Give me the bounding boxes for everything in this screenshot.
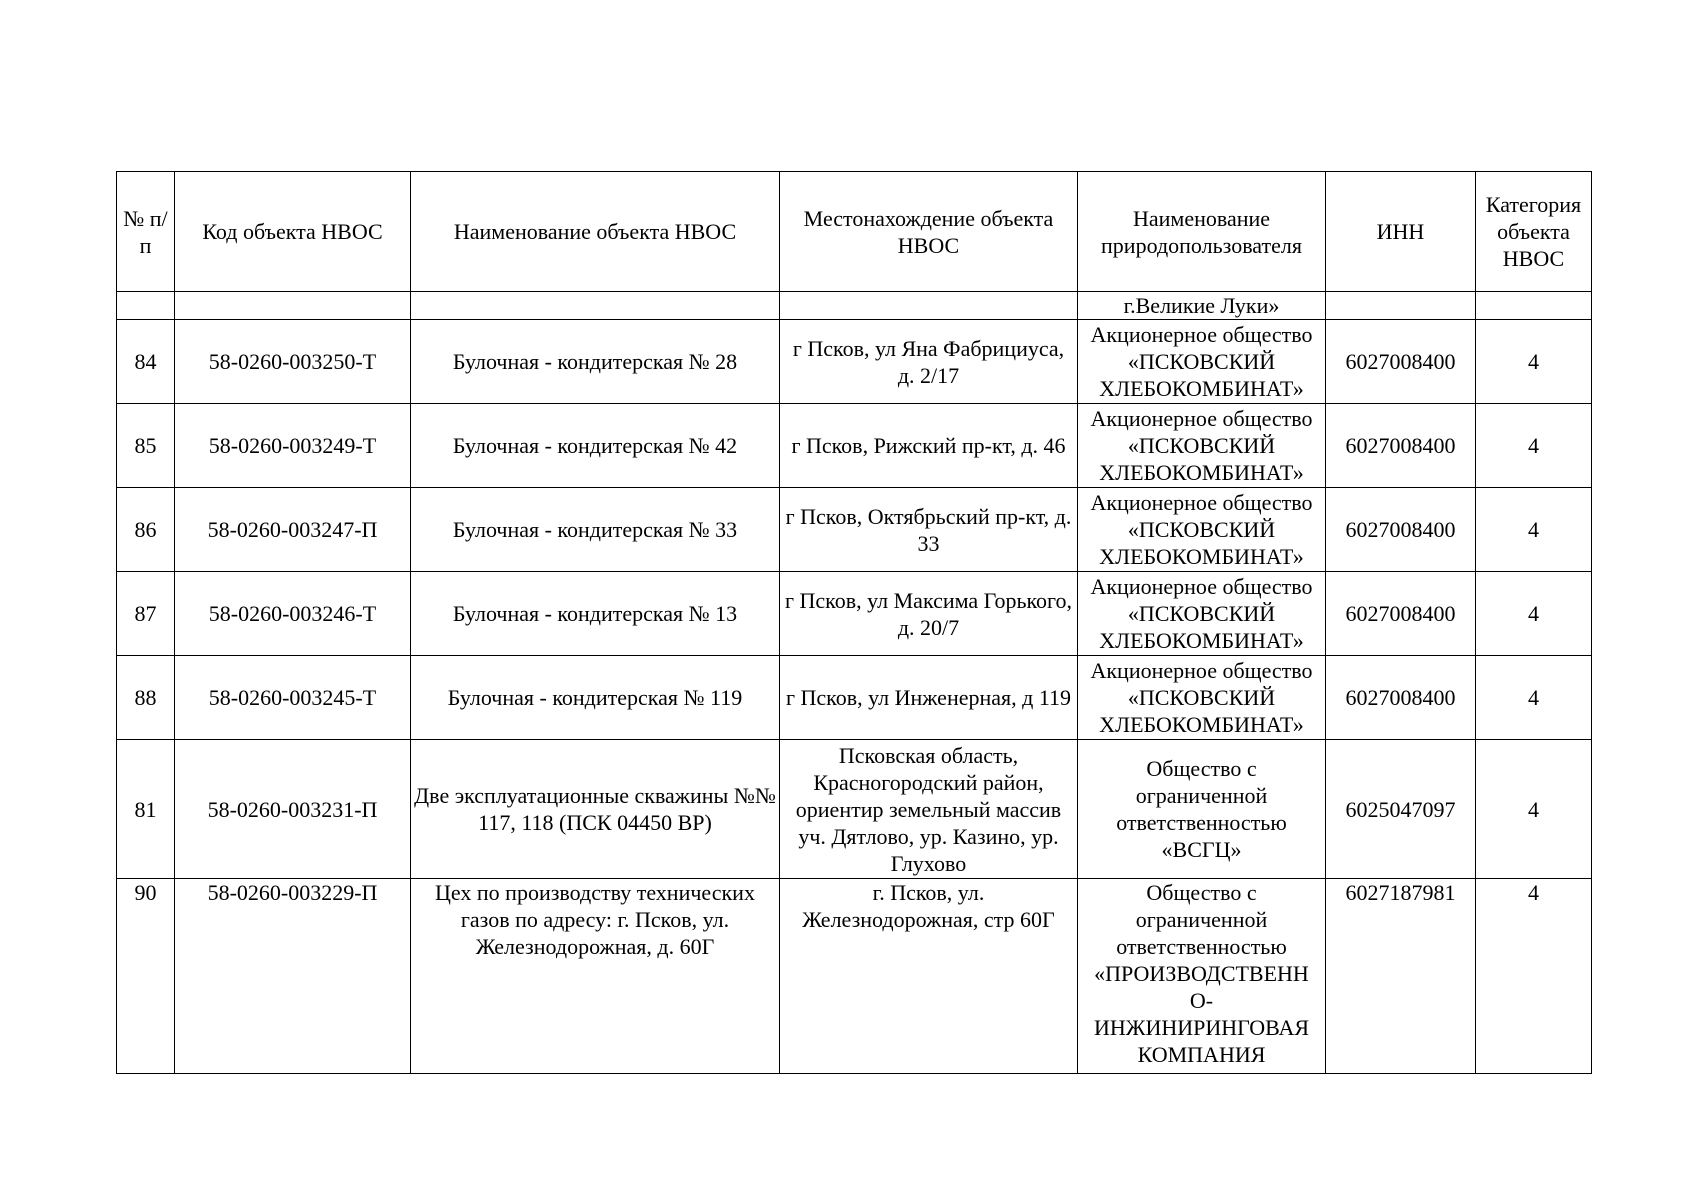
cell-location: г. Псков, ул. Железнодорожная, стр 60Г [780, 879, 1078, 1074]
cell-name: Булочная - кондитерская № 119 [411, 656, 780, 740]
table-row [117, 404, 1592, 488]
cell-code: 58-0260-003231-П [175, 740, 411, 879]
cell-user: Акционерное общество «ПСКОВСКИЙ ХЛЕБОКОМБИНАТ» [1078, 320, 1326, 404]
cell-code: 58-0260-003250-Т [175, 320, 411, 404]
cell-num: 84 [117, 320, 175, 404]
cell-user: Акционерное общество «ПСКОВСКИЙ ХЛЕБОКОМБИНАТ» [1078, 572, 1326, 656]
cell-location: г Псков, Рижский пр-кт, д. 46 [780, 404, 1078, 488]
cell-location: Псковская область, Красногородский район, ориентир земельный массив уч. Дятлово, ур. Казино, ур. Глухово [780, 740, 1078, 879]
cell-name: Булочная - кондитерская № 33 [411, 488, 780, 572]
cell-category: 4 [1476, 488, 1592, 572]
header-user: Наименование природопользователя [1078, 172, 1326, 292]
header-location: Местонахождение объекта НВОС [780, 172, 1078, 292]
cell-user: Общество с ограниченной ответственностью «ВСГЦ» [1078, 740, 1326, 879]
continuation-row [117, 292, 1592, 320]
cell-location: г Псков, ул Инженерная, д 119 [780, 656, 1078, 740]
cell-inn: 6027008400 [1326, 572, 1476, 656]
cell-code: 58-0260-003246-Т [175, 572, 411, 656]
nvos-registry-table [116, 171, 1592, 1074]
cell-inn: 6027187981 [1326, 879, 1476, 1074]
cell-category: 4 [1476, 572, 1592, 656]
cell-code: 58-0260-003245-Т [175, 656, 411, 740]
cell-num: 87 [117, 572, 175, 656]
cell-category: 4 [1476, 879, 1592, 1074]
cell-inn: 6027008400 [1326, 320, 1476, 404]
cell-name: Булочная - кондитерская № 28 [411, 320, 780, 404]
table-row [117, 320, 1592, 404]
cell-code: 58-0260-003229-П [175, 879, 411, 1074]
header-inn: ИНН [1326, 172, 1476, 292]
cell-inn: 6027008400 [1326, 404, 1476, 488]
cell-user: Акционерное общество «ПСКОВСКИЙ ХЛЕБОКОМБИНАТ» [1078, 488, 1326, 572]
header-category: Категория объекта НВОС [1476, 172, 1592, 292]
header-num: № п/п [117, 172, 175, 292]
cell-num: 85 [117, 404, 175, 488]
continuation-user-cell: г.Великие Луки» [1078, 292, 1326, 320]
cell-user: Общество с ограниченной ответственностью «ПРОИЗВОДСТВЕНН О- ИНЖИНИРИНГОВАЯ КОМПАНИЯ [1078, 879, 1326, 1074]
cell-code: 58-0260-003247-П [175, 488, 411, 572]
cell-inn: 6027008400 [1326, 488, 1476, 572]
cell-name: Булочная - кондитерская № 42 [411, 404, 780, 488]
cell-category: 4 [1476, 404, 1592, 488]
cell-inn: 6027008400 [1326, 656, 1476, 740]
cell-name: Булочная - кондитерская № 13 [411, 572, 780, 656]
cell-location: г Псков, ул Максима Горького, д. 20/7 [780, 572, 1078, 656]
cell-code: 58-0260-003249-Т [175, 404, 411, 488]
cell-num: 86 [117, 488, 175, 572]
cell-category: 4 [1476, 656, 1592, 740]
cell-category: 4 [1476, 740, 1592, 879]
table-row [117, 740, 1592, 879]
cell-location: г Псков, ул Яна Фабрициуса, д. 2/17 [780, 320, 1078, 404]
cell-location: г Псков, Октябрьский пр-кт, д. 33 [780, 488, 1078, 572]
header-code: Код объекта НВОС [175, 172, 411, 292]
table-row [117, 572, 1592, 656]
header-name: Наименование объекта НВОС [411, 172, 780, 292]
table-row [117, 488, 1592, 572]
cell-num: 88 [117, 656, 175, 740]
cell-num: 81 [117, 740, 175, 879]
cell-category: 4 [1476, 320, 1592, 404]
cell-user: Акционерное общество «ПСКОВСКИЙ ХЛЕБОКОМБИНАТ» [1078, 404, 1326, 488]
table-header-row [117, 172, 1592, 292]
cell-name: Две эксплуатационные скважины №№ 117, 118 (ПСК 04450 ВР) [411, 740, 780, 879]
cell-name: Цех по производству технических газов по адресу: г. Псков, ул. Железнодорожная, д. 60Г [411, 879, 780, 1074]
table-row [117, 879, 1592, 1074]
cell-inn: 6025047097 [1326, 740, 1476, 879]
cell-num: 90 [117, 879, 175, 1074]
table-row [117, 656, 1592, 740]
cell-user: Акционерное общество «ПСКОВСКИЙ ХЛЕБОКОМБИНАТ» [1078, 656, 1326, 740]
